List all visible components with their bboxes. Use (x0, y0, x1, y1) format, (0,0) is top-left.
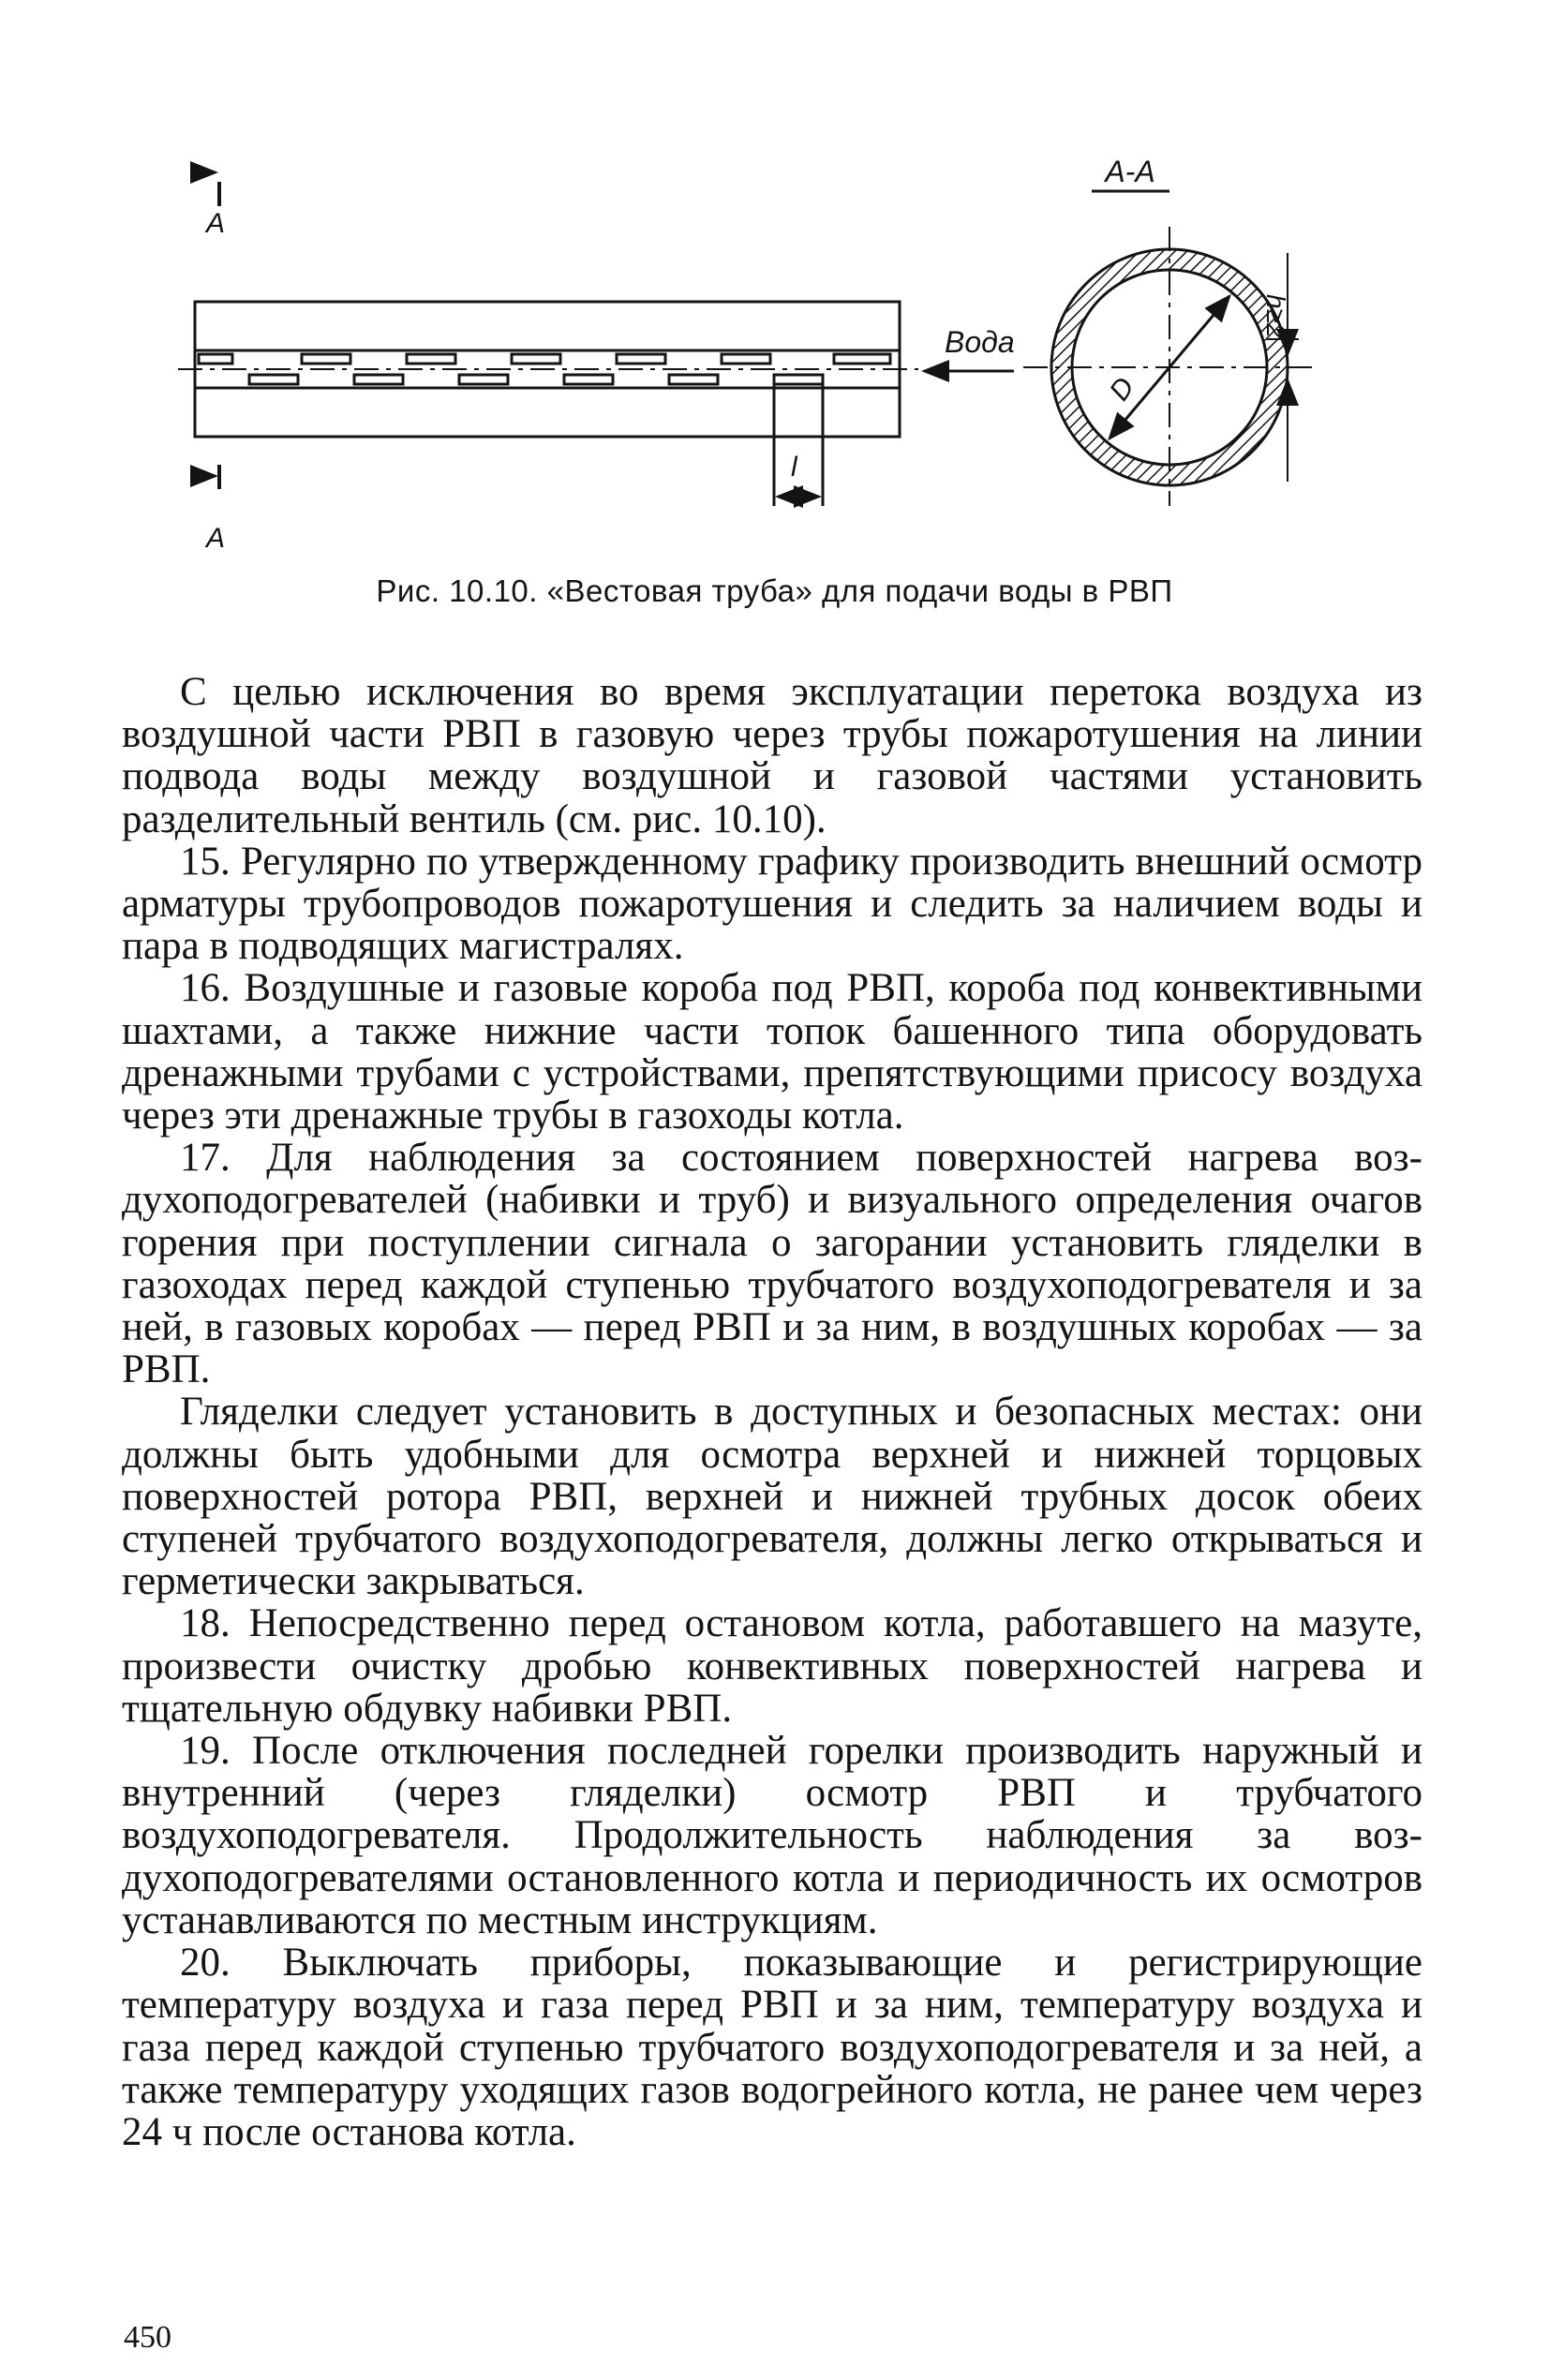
paragraph: 16. Воздушные и газовые короба под РВП, короба под конвективными шахтами, а также нижние части топок башенного типа оборудовать дренажными трубами с устройствами, препятствующими присосу воздуха через эти дренажные трубы в газоходы котла. (122, 966, 1422, 1138)
wall-label: h≥2 (1261, 294, 1290, 338)
pipe-side-view (178, 302, 918, 437)
page-number: 450 (124, 2320, 171, 2355)
paragraph: С целью исключения во время эксплуатации перетока воздуха из воздушной части РВП в газовую через трубы пожаротушения на линии подвода воды между воздушной и газовой частями установить разделительный вентиль (см. рис. 10.10). (122, 670, 1422, 841)
water-label: Вода (945, 325, 1015, 359)
section-mark-bottom (191, 465, 225, 554)
section-label-top: А (205, 208, 226, 239)
section-title: А-А (1105, 155, 1155, 188)
figure-caption: Рис. 10.10. «Вестовая труба» для подачи воды в РВП (376, 573, 1173, 608)
paragraph: Гляделки следует установить в доступных и безопасных местах: они должны быть удобными для осмотра верхней и нижней торцовых поверхностей ротора РВП, верхней и нижней трубных досок обеих ступеней трубчатого воздухоподогревателя, должны легко открываться и герметически закрываться. (122, 1390, 1422, 1604)
paragraph: 17. Для наблюдения за состоянием поверхностей нагрева воздухоподогревателей (набивки и труб) и визуального определения очагов горения при поступлении сигнала о загорании установить гляделки в газоходах перед каждой ступенью трубчатого воздухоподогревателя и за ней, в газовых коробах — перед РВП и за ним, в воздушных коробах — за РВП. (122, 1136, 1422, 1392)
paragraph: 20. Выключать приборы, показывающие и регистрирующие температуру воздуха и газа перед РВП и за ним, температуру воздуха и газа перед каждой ступенью трубчатого воздухоподогревателя и за ней, а также температуру уходящих газов водогрейного котла, не ранее чем через 24 ч после останова котла. (122, 1941, 1422, 2154)
pipe-holes-lower (249, 375, 823, 384)
length-dimension (774, 384, 823, 506)
length-label: l (791, 452, 797, 483)
paragraph: 18. Непосредственно перед остановом котла, работавшего на мазуте, произвести очистку дробью конвективных поверхностей нагрева и тщательную обдувку набивки РВП. (122, 1601, 1422, 1731)
pipe-holes-upper (199, 354, 890, 364)
paragraph: 15. Регулярно по утвержденному графику производить внешний осмотр арматуры трубопроводов пожаротушения и следить за наличием воды и пара в подводящих магистралях. (122, 839, 1422, 969)
section-label-bottom: А (205, 523, 226, 554)
paragraph: 19. После отключения последней горелки производить наружный и внутренний (через гляделки) осмотр РВП и трубчатого воздухоподогревателя. Продолжительность наблюдения за воздухоподогревателями остановленного котла и периодичность их осмотров устанавливаются по местным инструкциям. (122, 1729, 1422, 1942)
diameter-label: D (1103, 371, 1141, 407)
section-mark-top (191, 172, 225, 239)
pipe-diagram (178, 150, 1396, 562)
body-text (122, 671, 1422, 2153)
pipe-cross-section (1023, 227, 1312, 506)
